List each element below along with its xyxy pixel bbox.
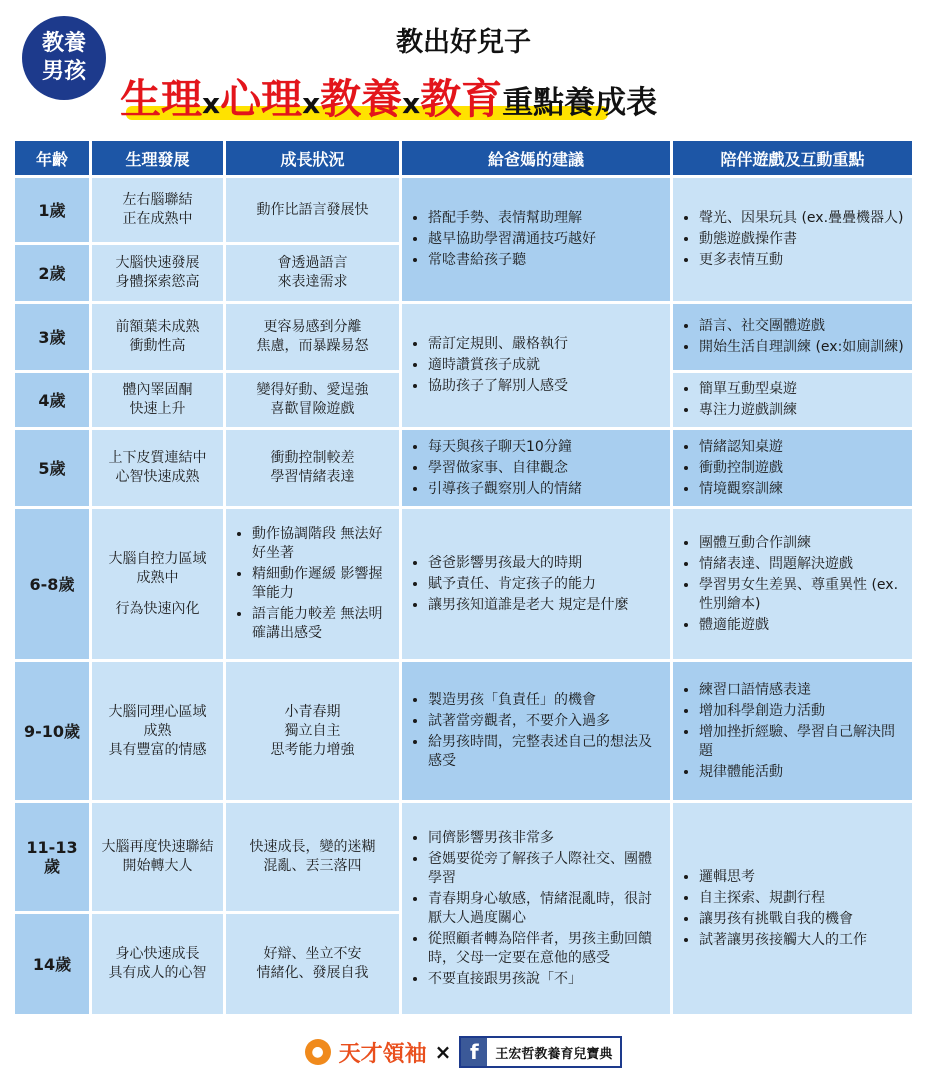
advice-cell bbox=[402, 803, 670, 1014]
header-age: 年齡 bbox=[15, 141, 89, 175]
list-item: • 協助孩子了解別人感受 bbox=[428, 377, 664, 396]
list-item: • 同儕影響男孩非常多 bbox=[428, 829, 664, 848]
list-item: • 讓男孩知道誰是老大 規定是什麼 bbox=[428, 596, 664, 615]
cell-line: 獨立自主 bbox=[284, 722, 341, 739]
age-cell: 9-10歲 bbox=[15, 662, 89, 800]
development-table bbox=[12, 138, 915, 1017]
table-row bbox=[15, 662, 912, 800]
footer-times: × bbox=[434, 1040, 452, 1064]
list-item: • 情緒表達、問題解決遊戲 bbox=[699, 555, 906, 574]
cell-line: 心智快速成熟 bbox=[115, 469, 200, 485]
advice-cell bbox=[402, 662, 670, 800]
table-row bbox=[15, 304, 912, 370]
age-cell: 1歲 bbox=[15, 178, 89, 242]
cell-line: 體內睪固酮 bbox=[122, 382, 193, 398]
cell-line: 左右腦聯結 bbox=[122, 192, 193, 208]
physio-cell bbox=[92, 178, 223, 242]
lion-logo-icon: ● bbox=[305, 1039, 331, 1065]
list-item: • 爸媽要從旁了解孩子人際社交、團體學習 bbox=[428, 850, 664, 888]
table-row bbox=[15, 178, 912, 242]
growth-cell bbox=[226, 803, 399, 911]
list-item: • 動態遊戲操作書 bbox=[699, 230, 906, 249]
physio-cell bbox=[92, 803, 223, 911]
cell-line: 正在成熟中 bbox=[122, 211, 193, 227]
cell-line: 行為快速內化 bbox=[115, 600, 200, 617]
growth-cell bbox=[226, 245, 399, 301]
cell-line: 身心快速成長 bbox=[115, 946, 200, 962]
list-item: • 情緒認知桌遊 bbox=[699, 438, 906, 457]
cell-line: 成熟 bbox=[143, 722, 172, 739]
growth-cell bbox=[226, 304, 399, 370]
advice-cell bbox=[402, 178, 670, 301]
cell-line: 大腦快速發展 bbox=[115, 255, 200, 271]
list-item: • 規律體能活動 bbox=[699, 763, 906, 782]
list-item: • 練習口語情感表達 bbox=[699, 681, 906, 700]
list-item: • 更多表情互動 bbox=[699, 251, 906, 270]
cell-line: 情緒化、發展自我 bbox=[256, 965, 369, 981]
header-advice: 給爸媽的建議 bbox=[402, 141, 670, 175]
list-item: • 自主探索、規劃行程 bbox=[699, 889, 906, 908]
physio-cell bbox=[92, 430, 223, 506]
list-item: • 不要直接跟男孩說「不」 bbox=[428, 970, 664, 989]
cell-line: 快速上升 bbox=[129, 401, 186, 417]
list-item: • 搭配手勢、表情幫助理解 bbox=[428, 209, 664, 228]
advice-cell bbox=[402, 304, 670, 427]
list-item: • 精細動作遲緩 影響握筆能力 bbox=[252, 565, 393, 603]
cell-line: 衝動性高 bbox=[129, 338, 186, 354]
cell-line: 具有豐富的情感 bbox=[108, 741, 207, 758]
table-row bbox=[15, 430, 912, 506]
cell-line: 好辯、坐立不安 bbox=[263, 946, 362, 962]
physio-cell bbox=[92, 509, 223, 659]
play-cell bbox=[673, 803, 912, 1014]
title-word-4: 教育 bbox=[420, 75, 503, 123]
list-item: • 常唸書給孩子聽 bbox=[428, 251, 664, 270]
play-cell bbox=[673, 662, 912, 800]
list-item: • 開始生活自理訓練 (ex:如廁訓練) bbox=[699, 338, 906, 357]
list-item: • 青春期身心敏感，情緒混亂時，很討厭大人過度關心 bbox=[428, 890, 664, 928]
growth-cell bbox=[226, 178, 399, 242]
physio-cell bbox=[92, 304, 223, 370]
cell-line: 開始轉大人 bbox=[122, 858, 193, 874]
footer bbox=[0, 1036, 927, 1068]
cell-line: 混亂、丟三落四 bbox=[263, 858, 362, 874]
age-cell: 5歲 bbox=[15, 430, 89, 506]
table-row bbox=[15, 803, 912, 911]
cell-line: 小青春期 bbox=[284, 703, 341, 720]
facebook-badge bbox=[459, 1036, 622, 1068]
header-growth: 成長狀況 bbox=[226, 141, 399, 175]
title-word-2: 心理 bbox=[220, 75, 303, 123]
table-row bbox=[15, 509, 912, 659]
play-cell bbox=[673, 373, 912, 427]
page-title bbox=[120, 66, 900, 125]
title-x-3: x bbox=[402, 87, 421, 120]
age-cell: 11-13歲 bbox=[15, 803, 89, 911]
age-cell: 4歲 bbox=[15, 373, 89, 427]
list-item: • 語言、社交團體遊戲 bbox=[699, 317, 906, 336]
cell-line: 上下皮質連結中 bbox=[108, 450, 207, 466]
page-subtitle: 教出好兒子 bbox=[396, 27, 531, 58]
list-item: • 適時讚賞孩子成就 bbox=[428, 356, 664, 375]
cell-line: 前額葉未成熟 bbox=[115, 319, 200, 335]
facebook-icon: f bbox=[461, 1038, 487, 1066]
play-cell bbox=[673, 509, 912, 659]
list-item: • 試著當旁觀者，不要介入過多 bbox=[428, 712, 664, 731]
age-cell: 6-8歲 bbox=[15, 509, 89, 659]
list-item: • 越早協助學習溝通技巧越好 bbox=[428, 230, 664, 249]
list-item: • 衝動控制遊戲 bbox=[699, 459, 906, 478]
physio-cell bbox=[92, 373, 223, 427]
title-word-1: 生理 bbox=[120, 75, 202, 123]
list-item: • 引導孩子觀察別人的情緒 bbox=[428, 480, 664, 499]
growth-cell bbox=[226, 430, 399, 506]
list-item: • 聲光、因果玩具 (ex.疊疊機器人) bbox=[699, 209, 906, 228]
list-item: • 團體互動合作訓練 bbox=[699, 534, 906, 553]
age-cell: 2歲 bbox=[15, 245, 89, 301]
cell-line: 更容易感到分離 bbox=[263, 319, 362, 335]
list-item: • 每天與孩子聊天10分鐘 bbox=[428, 438, 664, 457]
list-item: • 給男孩時間，完整表述自己的想法及感受 bbox=[428, 733, 664, 771]
cell-line: 身體探索慾高 bbox=[115, 274, 200, 290]
title-suffix: 重點養成表 bbox=[502, 85, 658, 121]
cell-line: 會透過語言 bbox=[277, 255, 348, 271]
advice-cell bbox=[402, 509, 670, 659]
facebook-page-name: 王宏哲教養育兒寶典 bbox=[495, 1046, 613, 1062]
play-cell bbox=[673, 430, 912, 506]
physio-cell bbox=[92, 662, 223, 800]
list-item: • 增加挫折經驗、學習自己解決問題 bbox=[699, 723, 906, 761]
list-item: • 增加科學創造力活動 bbox=[699, 702, 906, 721]
cell-line: 大腦同理心區域 bbox=[108, 703, 207, 720]
list-item: • 學習做家事、自律觀念 bbox=[428, 459, 664, 478]
title-word-3: 教養 bbox=[320, 75, 403, 123]
list-item: • 專注力遊戲訓練 bbox=[699, 401, 906, 420]
play-cell bbox=[673, 178, 912, 301]
physio-cell bbox=[92, 245, 223, 301]
list-item: • 簡單互動型桌遊 bbox=[699, 380, 906, 399]
cell-line: 學習情緒表達 bbox=[270, 469, 355, 485]
header-play: 陪伴遊戲及互動重點 bbox=[673, 141, 912, 175]
table-header-row bbox=[15, 141, 912, 175]
list-item: • 讓男孩有挑戰自我的機會 bbox=[699, 910, 906, 929]
list-item: • 需訂定規則、嚴格執行 bbox=[428, 335, 664, 354]
cell-line: 大腦自控力區域 bbox=[108, 550, 207, 567]
cell-line: 衝動控制較差 bbox=[270, 450, 355, 466]
cell-line: 快速成長，變的迷糊 bbox=[249, 839, 376, 855]
list-item: • 邏輯思考 bbox=[699, 868, 906, 887]
growth-cell bbox=[226, 662, 399, 800]
brand-name: 天才領袖 bbox=[338, 1041, 427, 1067]
list-item: • 動作協調階段 無法好好坐著 bbox=[252, 525, 393, 563]
cell-line: 變得好動、愛逞強 bbox=[256, 382, 369, 398]
badge-line2: 男孩 bbox=[41, 59, 86, 84]
cell-line: 大腦再度快速聯結 bbox=[101, 839, 214, 855]
list-item: • 爸爸影響男孩最大的時期 bbox=[428, 554, 664, 573]
age-cell: 3歲 bbox=[15, 304, 89, 370]
cell-line: 來表達需求 bbox=[277, 274, 348, 290]
advice-cell bbox=[402, 430, 670, 506]
list-item: • 從照顧者轉為陪伴者，男孩主動回饋時，父母一定要在意他的感受 bbox=[428, 930, 664, 968]
growth-cell bbox=[226, 373, 399, 427]
list-item: • 製造男孩「負責任」的機會 bbox=[428, 691, 664, 710]
cell-line: 具有成人的心智 bbox=[108, 965, 207, 981]
cell-line: 思考能力增強 bbox=[270, 741, 355, 758]
title-x-1: x bbox=[202, 87, 221, 120]
play-cell bbox=[673, 304, 912, 370]
growth-cell bbox=[226, 914, 399, 1014]
list-item: • 體適能遊戲 bbox=[699, 616, 906, 635]
list-item: • 語言能力較差 無法明確講出感受 bbox=[252, 605, 393, 643]
cell-line: 焦慮，而暴躁易怒 bbox=[256, 338, 369, 354]
growth-cell bbox=[226, 509, 399, 659]
physio-cell bbox=[92, 914, 223, 1014]
list-item: • 學習男女生差異、尊重異性 (ex.性別繪本) bbox=[699, 576, 906, 614]
list-item: • 情境觀察訓練 bbox=[699, 480, 906, 499]
cell-line: 喜歡冒險遊戲 bbox=[270, 401, 355, 417]
cell-line: 動作比語言發展快 bbox=[256, 201, 369, 218]
list-item: • 試著讓男孩接觸大人的工作 bbox=[699, 931, 906, 950]
title-x-2: x bbox=[302, 87, 321, 120]
header-physio: 生理發展 bbox=[92, 141, 223, 175]
list-item: • 賦予責任、肯定孩子的能力 bbox=[428, 575, 664, 594]
age-cell: 14歲 bbox=[15, 914, 89, 1014]
cell-line: 成熟中 bbox=[136, 569, 179, 586]
badge-line1: 教養 bbox=[41, 31, 86, 56]
